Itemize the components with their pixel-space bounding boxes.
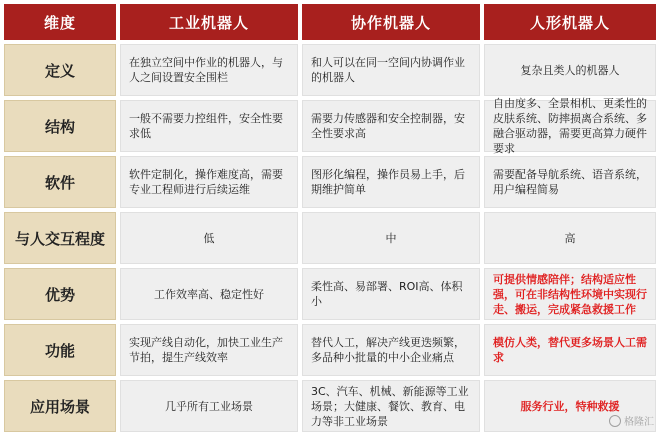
cell-collaborative-definition: 和人可以在同一空间内协调作业的机器人	[302, 44, 480, 96]
watermark-logo-icon	[609, 415, 621, 427]
row-label-application: 应用场景	[4, 380, 116, 432]
cell-humanoid-advantage: 可提供情感陪伴；结构适应性强，可在非结构性环境中实现行走、搬运，完成紧急救援工作	[484, 268, 656, 320]
cell-industrial-function: 实现产线自动化，加快工业生产节拍，提生产线效率	[120, 324, 298, 376]
row-label-function: 功能	[4, 324, 116, 376]
cell-collaborative-software: 图形化编程，操作员易上手，后期维护简单	[302, 156, 480, 208]
cell-humanoid-definition: 复杂且类人的机器人	[484, 44, 656, 96]
cell-collaborative-advantage: 柔性高、易部署、ROI高、体积小	[302, 268, 480, 320]
cell-collaborative-function: 替代人工，解决产线更迭频繁，多品种小批量的中小企业痛点	[302, 324, 480, 376]
header-industrial-robot: 工业机器人	[120, 4, 298, 40]
cell-industrial-definition: 在独立空间中作业的机器人，与人之间设置安全围栏	[120, 44, 298, 96]
cell-collaborative-interaction: 中	[302, 212, 480, 264]
cell-industrial-interaction: 低	[120, 212, 298, 264]
header-collaborative-robot: 协作机器人	[302, 4, 480, 40]
cell-humanoid-software: 需要配备导航系统、语音系统，用户编程简易	[484, 156, 656, 208]
watermark-text: 格隆汇	[624, 417, 654, 428]
row-label-interaction: 与人交互程度	[4, 212, 116, 264]
comparison-table	[4, 4, 656, 428]
cell-collaborative-structure: 需要力传感器和安全控制器，安全性要求高	[302, 100, 480, 152]
row-label-definition: 定义	[4, 44, 116, 96]
header-dimension: 维度	[4, 4, 116, 40]
cell-humanoid-application: 服务行业，特种救援	[484, 380, 656, 432]
cell-industrial-application: 几乎所有工业场景	[120, 380, 298, 432]
cell-industrial-structure: 一般不需要力控组件，安全性要求低	[120, 100, 298, 152]
cell-humanoid-interaction: 高	[484, 212, 656, 264]
cell-collaborative-application: 3C、汽车、机械、新能源等工业场景；大健康、餐饮、教育、电力等非工业场景	[302, 380, 480, 432]
row-label-advantage: 优势	[4, 268, 116, 320]
row-label-software: 软件	[4, 156, 116, 208]
header-humanoid-robot: 人形机器人	[484, 4, 656, 40]
cell-humanoid-function: 模仿人类，替代更多场景人工需求	[484, 324, 656, 376]
row-label-structure: 结构	[4, 100, 116, 152]
cell-humanoid-structure: 自由度多、全景相机、更柔性的皮肤系统、防摔损离合系统、多融合驱动器，需要更高算力硬件要求	[484, 100, 656, 152]
cell-industrial-software: 软件定制化，操作难度高，需要专业工程师进行后续运维	[120, 156, 298, 208]
cell-industrial-advantage: 工作效率高、稳定性好	[120, 268, 298, 320]
watermark	[609, 413, 654, 428]
